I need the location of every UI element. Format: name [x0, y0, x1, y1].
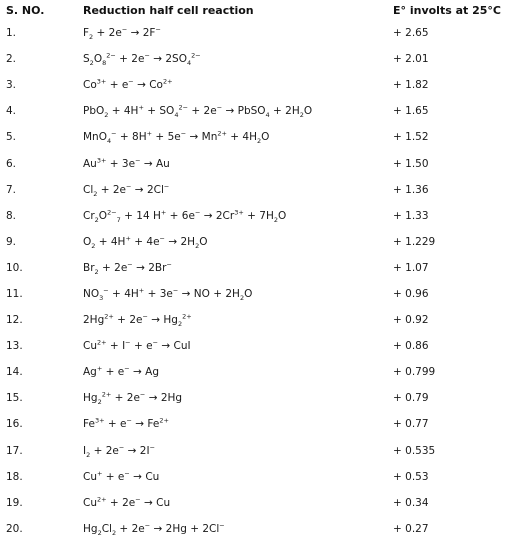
- standard-potential: + 0.77: [393, 418, 429, 431]
- row-number: 1.: [6, 27, 17, 40]
- table-header: [0, 0, 507, 20]
- row-number: 4.: [6, 105, 17, 118]
- reaction-equation: $2Hg^{2+} + 2e^- \to Hg_2^{2+}$: [83, 312, 192, 329]
- table-row: [0, 98, 507, 124]
- row-number: 11.: [6, 287, 23, 300]
- table-row: [0, 72, 507, 98]
- table-row: [0, 124, 507, 150]
- table-row: [0, 46, 507, 72]
- reaction-equation: $Br_2 + 2e^- \to 2Br^-$: [83, 260, 172, 276]
- row-number: 6.: [6, 157, 17, 170]
- reaction-equation: $O_2 + 4H^+ + 4e^- \to 2H_2O$: [83, 234, 208, 250]
- table-row: [0, 255, 507, 281]
- table-row: [0, 281, 507, 307]
- standard-potential: + 0.53: [393, 470, 429, 483]
- reaction-equation: $Cr_2O^{2-}_7 + 14$ $H^+ + 6e^- \to 2Cr^{3+} + 7H_2O$: [83, 208, 287, 224]
- row-number: 17.: [6, 444, 23, 457]
- standard-potential: + 1.229: [393, 235, 436, 248]
- table-row: [0, 203, 507, 229]
- row-number: 20.: [6, 522, 23, 535]
- standard-potential: + 2.01: [393, 53, 429, 66]
- header-potential: E° involts at 25°C: [393, 3, 501, 17]
- row-number: 5.: [6, 131, 17, 144]
- reaction-equation: $I_2 + 2e^- \to 2I^-$: [83, 443, 156, 459]
- row-number: 3.: [6, 79, 17, 92]
- header-reaction: Reduction half cell reaction: [83, 3, 254, 17]
- row-number: 12.: [6, 314, 23, 327]
- standard-potential: + 0.86: [393, 340, 429, 353]
- reaction-equation: $Hg_2^{2+} + 2e^- \to 2Hg$: [83, 390, 183, 407]
- standard-potential: + 0.96: [393, 287, 429, 300]
- standard-potential: + 1.50: [393, 157, 429, 170]
- standard-potential: + 0.799: [393, 366, 436, 379]
- standard-potential: + 0.535: [393, 444, 436, 457]
- row-number: 13.: [6, 340, 23, 353]
- reaction-equation: Ag+ + e− → Ag: [83, 364, 160, 379]
- standard-potential: + 2.65: [393, 27, 429, 40]
- table-row: [0, 177, 507, 203]
- standard-potential: + 1.82: [393, 79, 429, 92]
- standard-potential: + 1.33: [393, 209, 429, 222]
- reaction-equation: Cu+ + e− → Cu: [83, 469, 160, 483]
- table-row: [0, 411, 507, 437]
- reaction-equation: $PbO_2 + 4H^+ + SO_4^{2-} + 2e^-$ → PbSO$_4$ + $2H_2O$: [83, 103, 313, 120]
- table-row: [0, 333, 507, 359]
- table-row: [0, 150, 507, 176]
- reaction-equation: $Au^{3+} + 3e^- \to Au$: [83, 156, 170, 170]
- reaction-equation: $Hg_2Cl_2 + 2e^- \to 2Hg + 2Cl^-$: [83, 521, 225, 537]
- row-number: 8.: [6, 209, 17, 222]
- reaction-equation: $Cu^{2+} + 2e^- \to Cu$: [83, 495, 171, 509]
- row-number: 2.: [6, 53, 17, 66]
- table-row: [0, 490, 507, 516]
- standard-potential: + 0.79: [393, 392, 429, 405]
- reaction-equation: $Cl_2 + 2e^- \to 2Cl^-$: [83, 182, 170, 198]
- row-number: 7.: [6, 183, 17, 196]
- row-number: 16.: [6, 418, 23, 431]
- reaction-equation: $NO_3^- + 4H^+ + 3e^-$ → NO + $2H_2O$: [83, 286, 253, 303]
- standard-potential: + 1.07: [393, 261, 429, 274]
- standard-potential: + 1.36: [393, 183, 429, 196]
- table-row: [0, 464, 507, 490]
- reaction-equation: $S_2O_8^{2-} + 2e^- \to 2SO_4^{2-}$: [83, 51, 201, 68]
- table-row: [0, 229, 507, 255]
- row-number: 18.: [6, 470, 23, 483]
- row-number: 15.: [6, 392, 23, 405]
- standard-potential: + 1.65: [393, 105, 429, 118]
- table-row: [0, 516, 507, 542]
- reaction-equation: $MnO_4^- + 8H^+ + 5e^- \to Mn^{2+} + 4H_2O$: [83, 129, 270, 146]
- row-number: 19.: [6, 496, 23, 509]
- reaction-equation: $Co^{3+} + e^- \to Co^{2+}$: [83, 77, 173, 92]
- reaction-equation: $F_2 + 2e^- \to 2F^-$: [83, 25, 161, 42]
- table-row: [0, 20, 507, 46]
- standard-potential: + 0.34: [393, 496, 429, 509]
- standard-potential: + 0.92: [393, 314, 429, 327]
- reaction-equation: $Cu^{2+} + I^- + e^-$ → CuI: [83, 338, 191, 353]
- row-number: 14.: [6, 366, 23, 379]
- header-sno: S. NO.: [6, 3, 45, 17]
- standard-potential: + 1.52: [393, 131, 429, 144]
- table-row: [0, 385, 507, 411]
- row-number: 10.: [6, 261, 23, 274]
- row-number: 9.: [6, 235, 17, 248]
- table-body: [0, 20, 507, 542]
- table-row: [0, 438, 507, 464]
- standard-potential: + 0.27: [393, 522, 429, 535]
- reaction-equation: $Fe^{3+} + e^- \to Fe^{2+}$: [83, 416, 169, 431]
- table-row: [0, 307, 507, 333]
- table-row: [0, 359, 507, 385]
